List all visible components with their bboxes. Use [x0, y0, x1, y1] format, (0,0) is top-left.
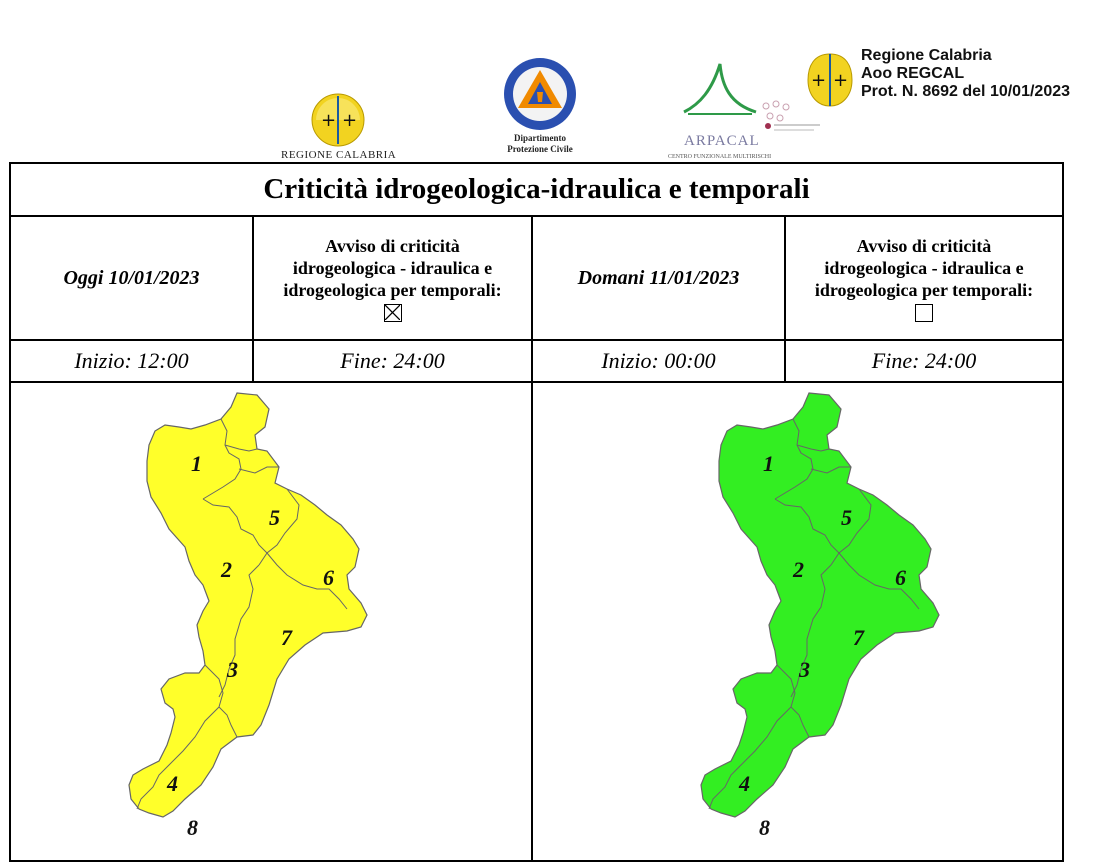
zone-label-6: 6	[895, 565, 906, 590]
today-calabria-map	[109, 389, 379, 859]
zone-label-4: 4	[167, 771, 178, 796]
tomorrow-avviso-line2: idrogeologica - idraulica e	[824, 257, 1024, 278]
regione-calabria-logo	[310, 92, 366, 148]
zone-label-3: 3	[227, 657, 238, 682]
svg-text:+: +	[342, 110, 358, 131]
today-avviso-line2: idrogeologica - idraulica e	[292, 257, 493, 278]
zone-label-8: 8	[187, 815, 198, 840]
arpacal-caption: ARPACAL	[684, 133, 760, 149]
zone-label-3: 3	[799, 657, 810, 682]
protezione-caption-line2: Protezione Civile	[507, 144, 573, 154]
protezione-civile-caption	[488, 133, 592, 155]
regione-calabria-caption: REGIONE CALABRIA	[281, 149, 397, 161]
protocol-line-1: Regione Calabria	[861, 47, 992, 64]
protocol-stamp	[861, 47, 1070, 101]
tomorrow-avviso-checkbox-empty	[915, 304, 933, 322]
zone-label-2: 2	[221, 557, 232, 582]
tomorrow-calabria-map	[681, 389, 951, 859]
svg-text:+: +	[321, 110, 337, 131]
zone-label-2: 2	[793, 557, 804, 582]
protezione-civile-logo	[502, 56, 578, 132]
today-avviso-checkbox-checked	[384, 304, 402, 322]
bulletin-table	[9, 162, 1064, 862]
calabria-region-shape	[701, 393, 939, 817]
protocol-line-2: Aoo REGCAL	[861, 65, 965, 82]
zone-label-1: 1	[191, 451, 202, 476]
zone-label-1: 1	[763, 451, 774, 476]
protezione-caption-line1: Dipartimento	[514, 133, 566, 143]
today-end-time: Fine: 24:00	[340, 348, 445, 373]
tomorrow-date: Domani 11/01/2023	[577, 266, 740, 289]
tomorrow-end-time: Fine: 24:00	[871, 348, 977, 373]
today-start-time: Inizio: 12:00	[74, 348, 189, 373]
regione-calabria-small-logo	[806, 52, 854, 108]
tomorrow-avviso-line1: Avviso di criticità	[856, 235, 992, 256]
tomorrow-avviso	[786, 217, 1062, 339]
zone-label-7: 7	[853, 625, 864, 650]
zone-label-6: 6	[323, 565, 334, 590]
zone-label-5: 5	[841, 505, 852, 530]
svg-text:+: +	[833, 70, 849, 91]
calabria-region-shape	[129, 393, 367, 817]
protocol-line-3: Prot. N. 8692 del 10/01/2023	[861, 83, 1071, 100]
zone-label-8: 8	[759, 815, 770, 840]
bulletin-title: Criticità idrogeologica-idraulica e temporali	[11, 164, 1062, 217]
zone-label-4: 4	[739, 771, 750, 796]
today-avviso-line1: Avviso di criticità	[325, 235, 460, 256]
zone-label-7: 7	[281, 625, 292, 650]
row-divider-2	[11, 381, 1062, 383]
svg-text:+: +	[811, 70, 827, 91]
zone-label-5: 5	[269, 505, 280, 530]
today-avviso-line3: idrogeologica per temporali:	[283, 279, 502, 300]
today-avviso	[254, 217, 531, 339]
today-date: Oggi 10/01/2023	[63, 266, 200, 289]
arpacal-logo	[680, 60, 760, 126]
tomorrow-start-time: Inizio: 00:00	[601, 348, 716, 373]
arpacal-subcaption: CENTRO FUNZIONALE MULTIRISCHI	[668, 154, 772, 160]
tomorrow-avviso-line3: idrogeologica per temporali:	[814, 279, 1034, 300]
